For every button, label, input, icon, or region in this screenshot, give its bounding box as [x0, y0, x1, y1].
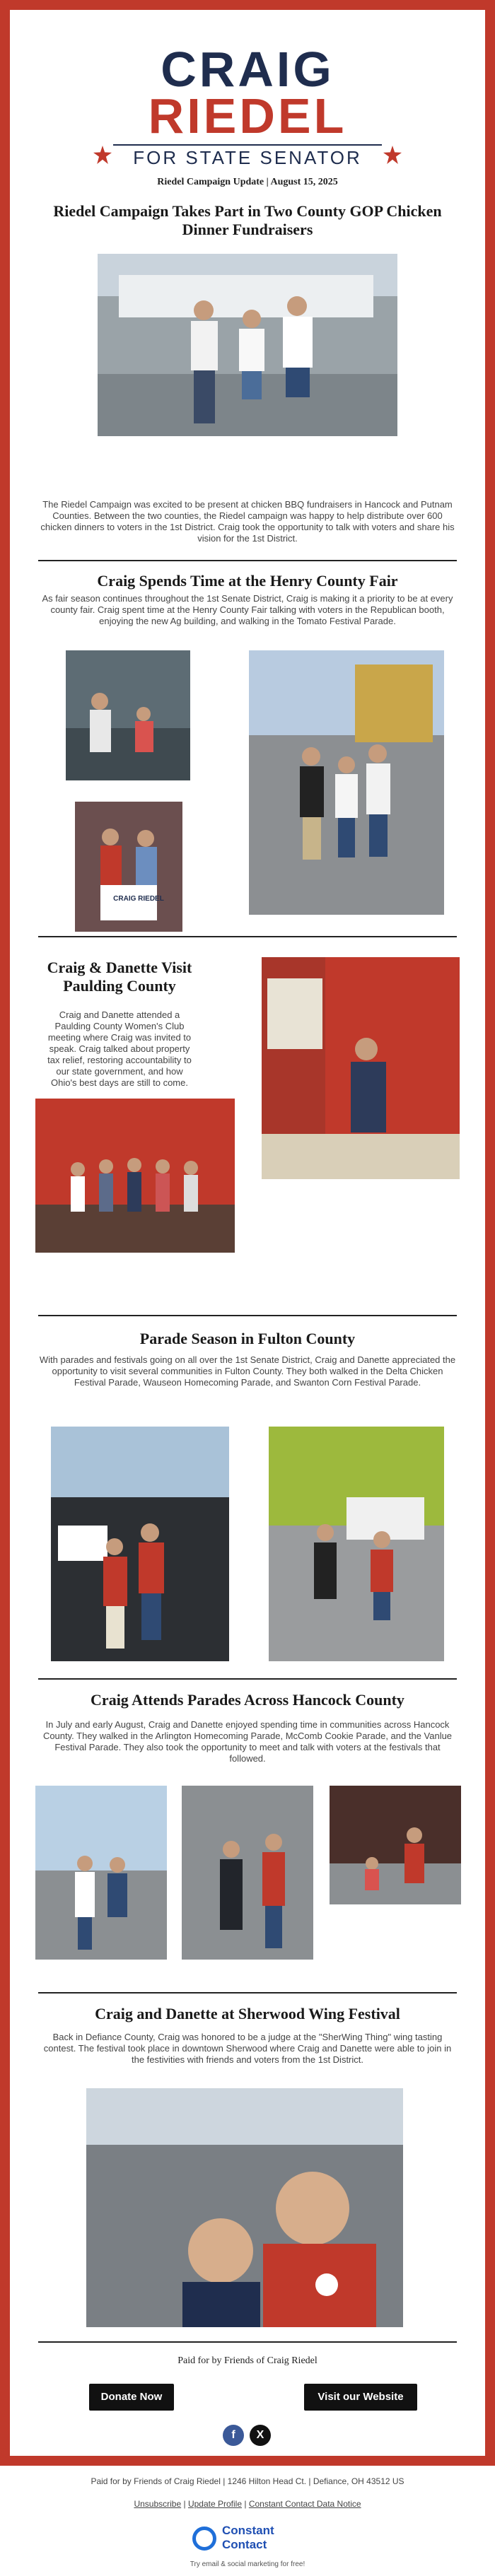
- photo-fair-group: [249, 650, 444, 915]
- photo-fulton-street-art: [269, 1427, 444, 1661]
- photo-hancock-3-art: [330, 1786, 461, 1904]
- photo-fulton-parade: [51, 1427, 229, 1661]
- divider-2: [38, 936, 457, 937]
- ohio-left-icon: [93, 146, 112, 164]
- yard-sign-text: CRAIG RIEDEL: [113, 895, 164, 903]
- photo-hancock-1-art: [35, 1786, 167, 1960]
- paid-for-notice: Paid for by Friends of Craig Riedel: [177, 2355, 318, 2366]
- x-icon[interactable]: X: [250, 2425, 271, 2446]
- constant-contact-word-1: Constant: [222, 2524, 274, 2537]
- logo-subtitle: FOR STATE SENATOR: [113, 147, 382, 168]
- ohio-right-icon: [383, 146, 402, 164]
- facebook-icon[interactable]: f: [223, 2425, 244, 2446]
- constant-contact-logo[interactable]: [191, 2524, 304, 2559]
- section-body-3: Craig and Danette attended a Paulding County Women's Club meeting where Craig was invited to speak. Craig talked about property tax relief, restoring accountability to our state government, and how Ohio's best days are still to come.: [47, 1009, 192, 1088]
- newsletter-card: [10, 10, 485, 2456]
- footer-sep-2: |: [244, 2499, 247, 2509]
- divider-3: [38, 1315, 457, 1316]
- photo-chicken-dinner-art: [98, 254, 397, 436]
- divider-4: [38, 1678, 457, 1680]
- footer-sep-1: |: [183, 2499, 186, 2509]
- dateline: Riedel Campaign Update | August 15, 2025: [157, 177, 338, 187]
- photo-hancock-3: [330, 1786, 461, 1904]
- photo-sherwood-selfie: [86, 2088, 403, 2327]
- update-profile-link[interactable]: Update Profile: [187, 2499, 242, 2509]
- donate-now-button[interactable]: Donate Now: [89, 2384, 174, 2411]
- section-body-4: With parades and festivals going on all over the 1st Senate District, Craig and Danette appreciated the opportunity to visit several communities in Fulton County. They both walked in the Delta Chicken Festival Parade, Wauseon Homecoming Parade, and Swanton Corn Festival Parade.: [39, 1354, 456, 1388]
- photo-fair-group-art: [249, 650, 444, 915]
- section-title-6: Craig and Danette at Sherwood Wing Festival: [95, 2005, 400, 2022]
- logo-craig: CRAIG: [161, 42, 334, 97]
- photo-paulding-group: [35, 1099, 235, 1253]
- photo-paulding-group-art: [35, 1099, 235, 1253]
- section-body-5: In July and early August, Craig and Danette enjoyed spending time in communities across Hancock County. They walked in the Arlington Homecoming Parade, McComb Cookie Parade, and the Vanlue Festival Parade. They also took the opportunity to meet and talk with voters at the festivals that followed.: [42, 1719, 453, 1764]
- photo-fair-booth-art: [66, 650, 190, 780]
- divider-6: [38, 2341, 457, 2343]
- divider-5: [38, 1992, 457, 1994]
- visit-website-button[interactable]: Visit our Website: [304, 2384, 417, 2411]
- logo-rule: [113, 144, 382, 146]
- campaign-logo: [10, 38, 485, 168]
- section-title-3: Craig & Danette Visit Paulding County: [47, 959, 192, 995]
- section-title-2: Craig Spends Time at the Henry County Fair: [97, 572, 398, 590]
- footer-address: Paid for by Friends of Craig Riedel | 1246 Hilton Head Ct. | Defiance, OH 43512 US: [91, 2476, 404, 2486]
- section-title-1: Riedel Campaign Takes Part in Two County GOP Chicken Dinner Fundraisers: [53, 202, 442, 238]
- section-body-2: As fair season continues throughout the 1st Senate District, Craig is making it a priority to be at every county fair. Craig spent time at the Henry County Fair talking with voters in the Republican booth, enjoying the new Ag building, and walking in the Tomato Festival Parade.: [42, 593, 453, 626]
- photo-hancock-2: [182, 1786, 313, 1960]
- constant-contact-tagline[interactable]: Try email & social marketing for free!: [190, 2560, 305, 2568]
- photo-fair-sign-art: [75, 802, 182, 932]
- unsubscribe-link[interactable]: Unsubscribe: [134, 2499, 182, 2509]
- photo-sherwood-selfie-art: [86, 2088, 403, 2327]
- photo-fulton-parade-art: [51, 1427, 229, 1661]
- photo-fulton-street: [269, 1427, 444, 1661]
- photo-paulding-speech-art: [262, 957, 460, 1179]
- photo-hancock-1: [35, 1786, 167, 1960]
- photo-paulding-speech: [262, 957, 460, 1179]
- photo-chicken-dinner: [98, 254, 397, 436]
- section-body-6: Back in Defiance County, Craig was honored to be a judge at the "SherWing Thing" wing tasting contest. The festival took place in downtown Sherwood where Craig and Danette were able to join in the festivities with friends and voters from the 1st District.: [43, 2032, 452, 2065]
- section-body-1: The Riedel Campaign was excited to be present at chicken BBQ fundraisers in Hancock and Putnam Counties. Between the two counties, the Riedel campaign was happy to help distribute over 600 chicken dinners to voters in the 1st District. Craig took the opportunity to talk with voters and share his vision for the 1st District.: [40, 499, 455, 544]
- section-title-4: Parade Season in Fulton County: [139, 1330, 356, 1347]
- footer-links: [0, 2499, 495, 2509]
- constant-contact-icon: [192, 2527, 216, 2551]
- photo-hancock-2-art: [182, 1786, 313, 1960]
- photo-fair-sign: [75, 802, 182, 932]
- photo-fair-booth: [66, 650, 190, 780]
- section-title-5: Craig Attends Parades Across Hancock County: [91, 1691, 404, 1709]
- data-notice-link[interactable]: Constant Contact Data Notice: [248, 2499, 361, 2509]
- divider-1: [38, 560, 457, 561]
- constant-contact-word-2: Contact: [222, 2538, 267, 2551]
- logo-riedel: RIEDEL: [148, 88, 347, 144]
